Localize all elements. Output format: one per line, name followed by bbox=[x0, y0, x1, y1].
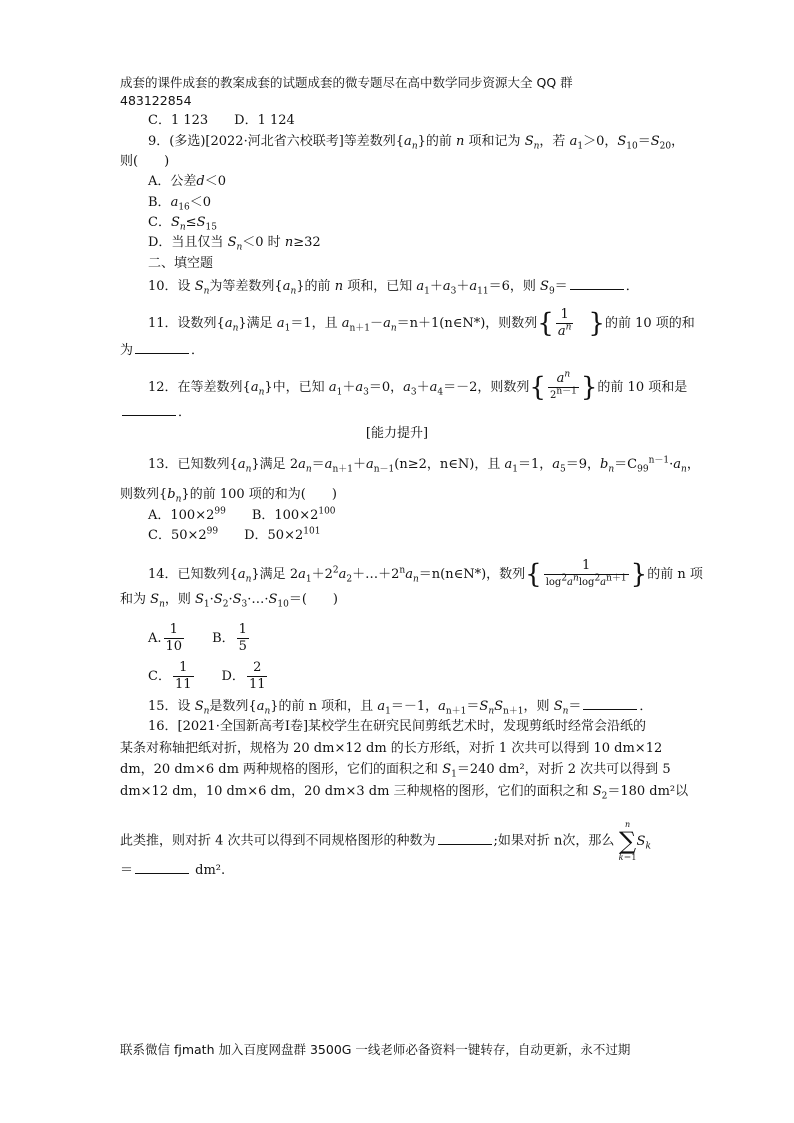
q14-fraction: $\frac{1}{\log^2a^n\log^2a^{n+1}}$ bbox=[544, 558, 629, 591]
q13-options-cd: C．$50\times 2^{99}$ D．$50\times 2^{101}$ bbox=[148, 526, 321, 543]
q9-option-a: A．公差d＜0 bbox=[148, 174, 226, 189]
q12-fraction: $\frac{a^n}{2^{n-1}}$ bbox=[548, 371, 579, 404]
q12-answer-blank bbox=[122, 403, 176, 416]
q16-answer-blank-2 bbox=[135, 861, 189, 874]
q16-line5: 此类推，则对折 4 次共可以得到不同规格图形的种数为 ;如果对折 n次，那么 n ∑ k＝1 $S_k$ bbox=[120, 820, 651, 862]
q11-answer-blank bbox=[135, 341, 189, 354]
q15-answer-blank bbox=[583, 697, 637, 710]
q13-options-ab: A．$100\times 2^{99}$ B．$100\times 2^{100}$ bbox=[148, 506, 336, 523]
q9-option-d: D．当且仅当 $S_n<0$ 时 n≥32 bbox=[148, 235, 321, 253]
q9-stem: 9．(多选)[2022·河北省六校联考]等差数列$\{a_n\}$的前 n 项和记为 $S_n$，若 $a_1>0$，$S_{10}=S_{20}$， bbox=[148, 134, 685, 152]
q16-line6: ＝ dm². bbox=[120, 863, 226, 878]
q12-line2: ． bbox=[120, 403, 191, 422]
q11-line2: 为 ． bbox=[120, 343, 205, 358]
header-line-1: 成套的课件成套的教案成套的试题成套的微专题尽在高中数学同步资源大全 QQ 群 bbox=[120, 75, 573, 90]
q16-line2: 某条对称轴把纸对折，规格为 20 dm×12 dm 的长方形纸，对折 1 次共可以得到 10 dm×12 bbox=[120, 741, 663, 756]
q9-option-c: C．$S_n\le S_{15}$ bbox=[148, 215, 217, 233]
q10: 10．设 $S_n$为等差数列$\{a_n\}$的前 n 项和，已知 $a_1+a_3+a_{11}=6$，则 $S_9=$ ． bbox=[148, 279, 639, 297]
q14-options-ab: A. $\frac{1}{10}$ B． $\frac{1}{5}$ bbox=[148, 622, 247, 654]
q14-line2: 和为 $S_n$，则 $S_1\cdot S_2\cdot S_3\cdot\dots\cdot S_{10}=$( ) bbox=[120, 592, 338, 610]
q16-line4: dm×12 dm，10 dm×6 dm，20 dm×3 dm 三种规格的图形，它们的面积之和 $S_2=180$ dm²以 bbox=[120, 784, 689, 802]
q15: 15．设 $S_n$是数列$\{a_n\}$的前 n 项和，且 $a_1=-1$，$a_{n+1}=S_nS_{n+1}$，则 $S_n=$ ． bbox=[148, 699, 653, 717]
q16-sigma: n ∑ k＝1 bbox=[618, 820, 637, 862]
q14: 14．已知数列$\{a_n\}$满足 $2a_1+2^2a_2+\dots+2^na_n=n(n\in N*)$，数列{ $\frac{1}{\log^2a^n\log^2a^{n+1}}$ }的前 n 项 bbox=[148, 558, 703, 590]
q16-answer-blank-1 bbox=[438, 832, 492, 845]
header-line-2: 483122854 bbox=[120, 93, 192, 108]
q8-options bbox=[148, 112, 295, 130]
q9-stem-cont: 则( ) bbox=[120, 154, 170, 169]
q14-options-cd: C． $\frac{1}{11}$ D． $\frac{2}{11}$ bbox=[148, 660, 266, 692]
q11-fraction: $\frac{1}{a^n}$ bbox=[557, 307, 572, 339]
q11: 11．设数列$\{a_n\}$满足 $a_1=1$，且 $a_{n+1}-a_n=n+1(n\in N*)$，则数列{ $\frac{1}{a^n}$ }的前 10 项的和 bbox=[148, 307, 695, 339]
q13: 13．已知数列$\{a_n\}$满足 $2a_n=a_{n+1}+a_{n-1}(n\ge 2$，n∈N)，且 $a_1=1$，$a_5=9$，$b_n=C_{99}^{n-1}\cdot a_n$， bbox=[148, 455, 700, 475]
q9-option-b: B．$a_{16}<0$ bbox=[148, 195, 212, 213]
footer-note: 联系微信 fjmath 加入百度网盘群 3500G 一线老师必备资料一键转存，自动更新，永不过期 bbox=[120, 1042, 631, 1057]
section-ability: [能力提升] bbox=[365, 426, 429, 441]
q13-line2: 则数列$\{b_n\}$的前 100 项的和为( ) bbox=[120, 487, 337, 505]
section-fill-blank: 二、填空题 bbox=[148, 256, 214, 271]
q10-answer-blank bbox=[570, 277, 624, 290]
q8-option-c: C．1 123 bbox=[148, 113, 209, 128]
q8-option-d: D．1 124 bbox=[234, 113, 295, 128]
q12: 12．在等差数列$\{a_n\}$中，已知 $a_1+a_3=0$，$a_3+a_4=-2$，则数列{ $\frac{a^n}{2^{n-1}}$ }的前 10 项和是 bbox=[148, 369, 688, 403]
q16-line1: 16．[2021·全国新高考Ⅰ卷]某校学生在研究民间剪纸艺术时，发现剪纸时经常会沿纸的 bbox=[148, 719, 647, 734]
q16-line3: dm，20 dm×6 dm 两种规格的图形，它们的面积之和 $S_1=240$ dm²，对折 2 次共可以得到 5 bbox=[120, 762, 671, 780]
